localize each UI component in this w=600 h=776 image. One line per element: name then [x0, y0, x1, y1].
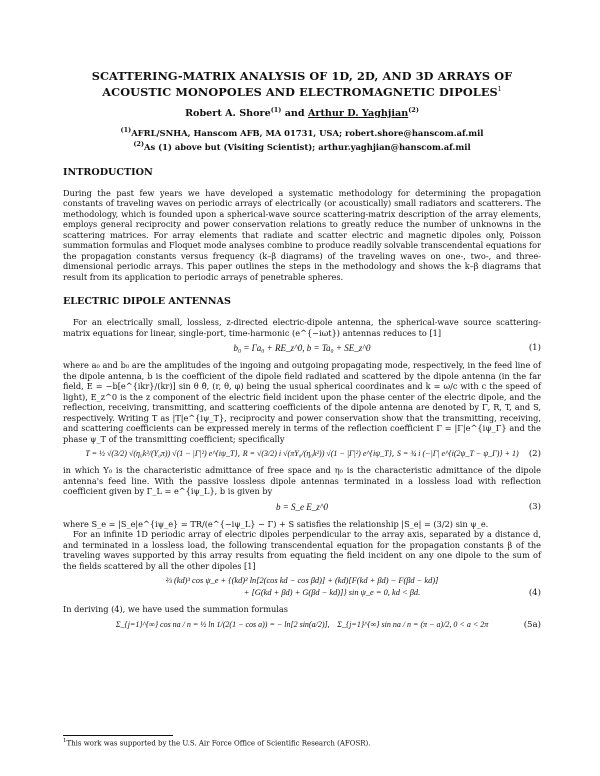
- equation-5a-right: Σ_{j=1}^{∞} sin na / n = (π − a)/2, 0 < a < 2π: [337, 619, 489, 629]
- equation-5a-left: Σ_{j=1}^{∞} cos na / n = ½ ln 1/(2(1 − cos a)) = − ln[2 sin(a/2)],: [115, 619, 330, 629]
- footnote-mark: 1: [63, 738, 67, 744]
- equation-2-T: T = ½ √(3/2) √(η₀k²/(Y₀π)) √(1 − |Γ|²) e^{iψ_T}: [85, 449, 238, 459]
- dipole-paragraph-3: in which Y₀ is the characteristic admittance of free space and η₀ is the characteristic admittance of the dipole antenna's feed line. With the passive lossless dipole antennas terminated in a lossless load with reflection coefficient given by Γ_L = e^{iψ_L}, b is given by: [63, 465, 541, 497]
- equation-3: [63, 501, 541, 514]
- title-footnote-marker: 1: [497, 86, 502, 93]
- equation-4-line-1: ⅔ (kd)³ cos ψ_e + {(kd)² ln[2(cos kd − cos βd)] + (kd)[F(kd + βd) − F(βd − kd)]: [165, 576, 439, 586]
- intro-paragraph: During the past few years we have developed a systematic methodology for determining the propagation constants of traveling waves on periodic arrays of electrically (or acoustically) small radiators and scatterers. The methodology, which is founded upon a spherical-wave source scattering-matrix description of the array elements, employs general reciprocity and power conservation relations to greatly reduce the number of unknowns in the scattering matrices. For array elements that radiate and scatter electric and magnetic dipoles only, Poisson summation formulas and Floquet mode analyses combine to produce readily solvable transcendental equations for the propagation constants versus frequency (k–β diagrams) of the traveling waves on one-, two-, and three-dimensional periodic arrays. This paper outlines the steps in the methodology and shows the k–β diagrams that result from its application to periodic arrays of penetrable spheres.: [63, 187, 541, 282]
- author-2-mark: (2): [408, 105, 419, 114]
- paper-title: [63, 70, 541, 99]
- equation-4: [63, 575, 541, 599]
- equation-2: T = ½ √(3/2) √(η₀k²/(Y₀π)) √(1 − |Γ|²) e^{iψ_T}, R = √(3/2) i √(πY₀/(η₀k²)) √(1 − |Γ|²) e^{iψ_T}, S = ¾ i (−|Γ| e^{i(2ψ_T − ψ_Γ)} + 1) (2): [85, 449, 541, 460]
- equation-4-number: (4): [528, 588, 541, 599]
- dipole-paragraph-1: For an electrically small, lossless, z-directed electric-dipole antenna, the spherical-wave source scattering-matrix equations for linear, single-port, time-harmonic (e^{−iωt}) antennas reduces to [1]: [63, 317, 541, 338]
- equation-2-S: S = ¾ i (−|Γ| e^{i(2ψ_T − ψ_Γ)} + 1): [396, 449, 519, 459]
- affiliations: [63, 125, 541, 153]
- dipole-heading: ELECTRIC DIPOLE ANTENNAS: [63, 296, 231, 308]
- equation-1: [63, 342, 541, 355]
- author-2: Arthur D. Yaghjian: [307, 107, 409, 119]
- footnote-divider: [63, 735, 173, 736]
- author-conjunction: and: [284, 107, 305, 119]
- intro-heading: INTRODUCTION: [63, 166, 153, 178]
- footnote: [63, 738, 371, 747]
- author-line: [63, 106, 541, 119]
- title-line-2: ACOUSTIC MONOPOLES AND ELECTROMAGNETIC DIPOLES: [102, 84, 498, 99]
- equation-3-body: b = S_e E_z^0: [275, 501, 329, 512]
- dipole-paragraph-4: where S_e = |S_e|e^{iψ_e} = TR/(e^{−iψ_L} − Γ) + S satisfies the relationship |S_e| = (3/2) sin ψ_e.: [63, 518, 489, 529]
- equation-3-number: (3): [528, 501, 541, 512]
- author-1-mark: (1): [270, 105, 282, 114]
- title-line-1: SCATTERING-MATRIX ANALYSIS OF 1D, 2D, AND 3D ARRAYS OF: [91, 69, 513, 83]
- equation-4-line-2: + [G(kd + βd) + G(βd − kd)]} sin ψ_e = 0, kd < βd.: [243, 588, 421, 598]
- equation-1-number: (1): [528, 343, 541, 354]
- affiliation-1-mark: (1): [120, 125, 132, 134]
- affiliation-2: As (1) above but (Visiting Scientist); arthur.yaghjian@hanscom.af.mil: [144, 141, 471, 152]
- author-1: Robert A. Shore: [185, 107, 271, 119]
- dipole-paragraph-2: where a₀ and b₀ are the amplitudes of the ingoing and outgoing propagating mode, respectively, in the feed line of the dipole antenna, b is the coefficient of the dipole field radiated and scattered by the dipole antenna (in the far field, E = −b[e^{ikr}/(kr)] sin θ θ̂, (r, θ, φ) being the usual spherical coordinates and k = ω/c with c the speed of light), E_z^0 is the z component of the electric field incident upon the phase center of the electric dipole, and the reflection, receiving, transmitting, and scattering coefficients of the dipole antenna are denoted by Γ, R, T, and S, respectively. Writing T as |T|e^{iψ_T}, reciprocity and power conservation show that the transmitting, receiving, and scattering coefficients can be expressed merely in terms of the reflection coefficient Γ = |Γ|e^{iψ_Γ} and the phase ψ_T of the transmitting coefficient; specifically: [63, 360, 541, 444]
- affiliation-2-mark: (2): [133, 139, 145, 148]
- dipole-paragraph-6: In deriving (4), we have used the summation formulas: [63, 604, 288, 615]
- equation-5a: [63, 619, 541, 631]
- equation-1-body: b₀ = Γa₀ + RE_z^0, b = Ta₀ + SE_z^0: [233, 343, 371, 354]
- footnote-text: This work was supported by the U.S. Air Force Office of Scientific Research (AFOSR).: [66, 739, 371, 748]
- equation-5a-number: (5a): [523, 619, 541, 630]
- paper-page: [63, 70, 541, 636]
- equation-2-number: (2): [528, 449, 541, 460]
- equation-2-R: R = √(3/2) i √(πY₀/(η₀k²)) √(1 − |Γ|²) e^{iψ_T}: [242, 449, 392, 459]
- affiliation-1: AFRL/SNHA, Hanscom AFB, MA 01731, USA; robert.shore@hanscom.af.mil: [131, 127, 484, 138]
- dipole-paragraph-5: For an infinite 1D periodic array of electric dipoles perpendicular to the array axis, separated by a distance d, and terminated in a lossless load, the following transcendental equation for the propagation constants β of the traveling waves supported by this array results from equating the field incident on any one dipole to the sum of the fields scattered by all the other dipoles [1]: [63, 529, 541, 571]
